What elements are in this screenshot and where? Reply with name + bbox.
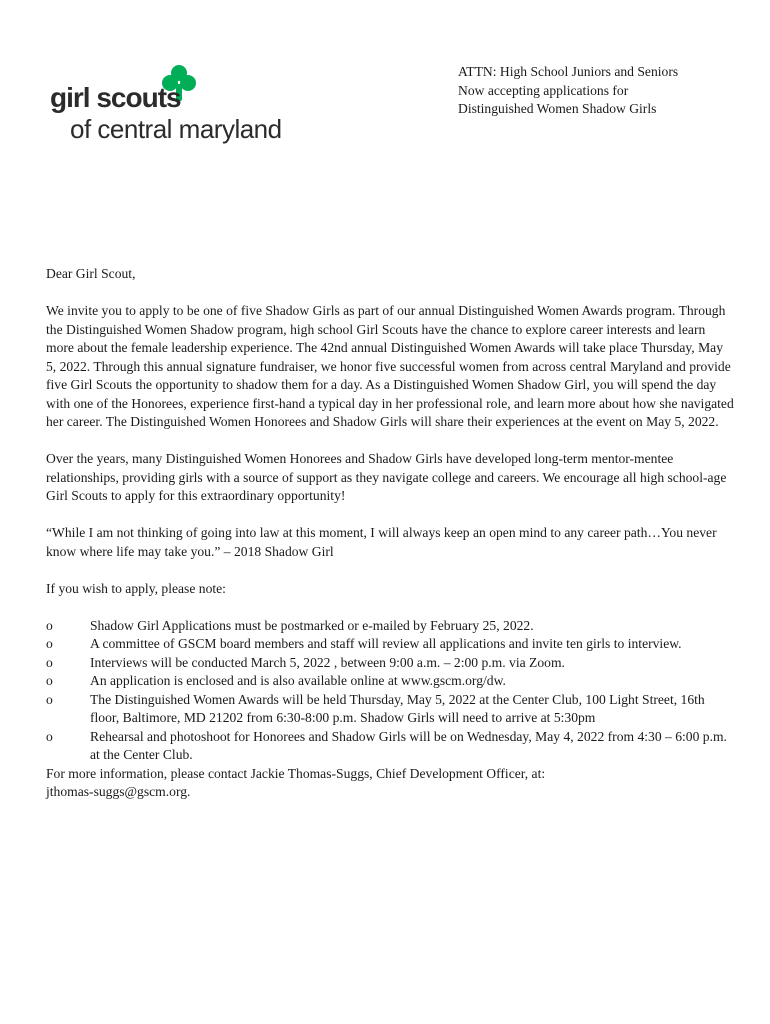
attn-line-3: Distinguished Women Shadow Girls xyxy=(458,101,657,116)
list-item-text: A committee of GSCM board members and staff will review all applications and invite ten girls to interview. xyxy=(90,636,682,651)
application-notes-list xyxy=(46,617,736,765)
girl-scouts-logo xyxy=(48,64,298,154)
list-item xyxy=(46,617,736,636)
intro-paragraph: We invite you to apply to be one of five Shadow Girls as part of our annual Distinguished Women Awards program. Through the Distinguished Women Shadow program, high school Girl Scouts have the chance to explore career interests and learn more about the female leadership experience. The 42nd annual Distinguished Women Awards will take place Thursday, May 5, 2022. Through this annual signature fundraiser, we honor five successful women from across central Maryland and provide five Girl Scouts the opportunity to shadow them for a day. As a Distinguished Women Shadow Girl, you will spend the day with one of the Honorees, experience first-hand a typical day in her professional role, and learn more about how she navigated her career. The Distinguished Women Honorees and Shadow Girls will share their experiences at the event on May 5, 2022. xyxy=(46,303,734,429)
relationships-paragraph: Over the years, many Distinguished Women Honorees and Shadow Girls have developed long-term mentor-mentee relationships, providing girls with a source of support as they navigate college and careers. We encourage all high school-age Girl Scouts to apply for this extraordinary opportunity! xyxy=(46,451,727,503)
logo-wordmark-line1: girl scouts xyxy=(50,82,181,113)
logo-wordmark-line2: of central maryland xyxy=(70,114,282,144)
contact-email: jthomas-suggs@gscm.org. xyxy=(46,784,191,799)
bullet-mark: o xyxy=(46,654,53,670)
list-item-text: Shadow Girl Applications must be postmarked or e-mailed by February 25, 2022. xyxy=(90,617,534,633)
application-notes-intro: If you wish to apply, please note: xyxy=(46,580,226,596)
list-item xyxy=(46,672,736,691)
attention-header xyxy=(458,63,758,119)
bullet-mark: o xyxy=(46,691,53,707)
list-item-text: An application is enclosed and is also available online at www.gscm.org/dw. xyxy=(90,673,506,688)
bullet-mark: o xyxy=(46,673,53,688)
list-item-text: The Distinguished Women Awards will be held Thursday, May 5, 2022 at the Center Club, 100 Light Street, 16th floor, Baltimore, MD 21202 from 6:30-8:00 p.m. Shadow Girls will need to arrive at 5:30pm xyxy=(90,691,705,725)
list-item-text: Rehearsal and photoshoot for Honorees and Shadow Girls will be on Wednesday, May 4, 2022 from 4:30 – 6:00 p.m. at the Center Club. xyxy=(90,728,727,762)
list-item xyxy=(46,654,736,673)
shadow-girl-quote: “While I am not thinking of going into law at this moment, I will always keep an open mind to any career path…You never know where life may take you.” – 2018 Shadow Girl xyxy=(46,525,717,559)
list-item-text: Interviews will be conducted March 5, 2022 , between 9:00 a.m. – 2:00 p.m. via Zoom. xyxy=(90,654,565,670)
letter-body xyxy=(46,265,736,802)
bullet-mark: o xyxy=(46,617,53,633)
salutation: Dear Girl Scout, xyxy=(46,266,136,281)
contact-line: For more information, please contact Jackie Thomas-Suggs, Chief Development Officer, at: xyxy=(46,765,546,781)
list-item xyxy=(46,728,736,765)
bullet-mark: o xyxy=(46,636,53,651)
list-item xyxy=(46,635,736,654)
list-item xyxy=(46,691,736,728)
attn-line-2: Now accepting applications for xyxy=(458,82,629,98)
attn-line-1: ATTN: High School Juniors and Seniors xyxy=(458,64,679,79)
bullet-mark: o xyxy=(46,728,53,744)
